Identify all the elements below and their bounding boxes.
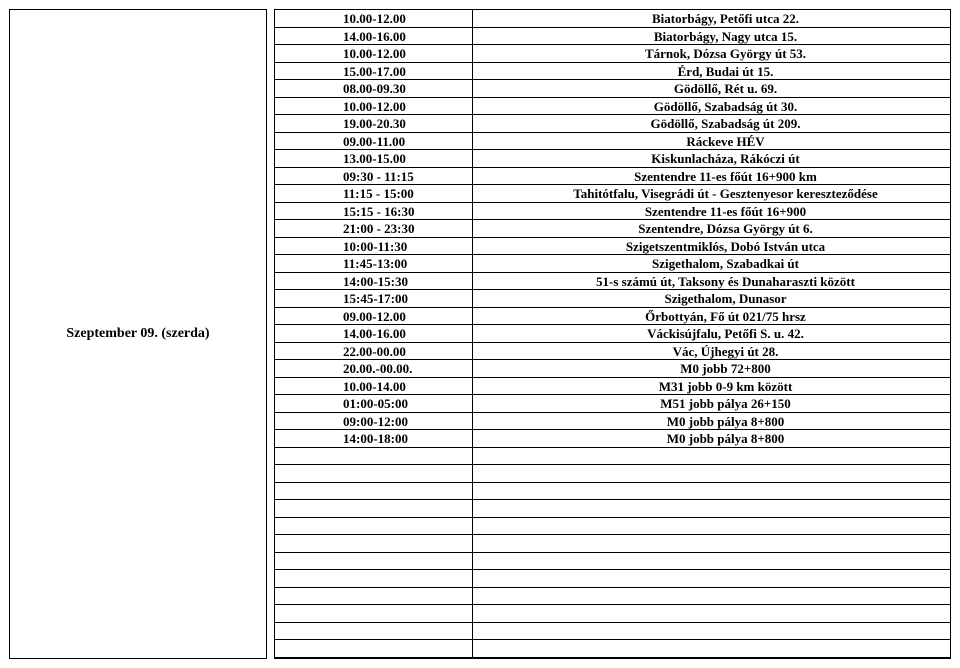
time-cell: 11:45-13:00: [275, 255, 473, 272]
time-cell: 14:00-18:00: [275, 430, 473, 447]
table-row: [275, 623, 950, 641]
table-row: [275, 518, 950, 536]
table-row: [275, 168, 950, 186]
time-cell: 10.00-12.00: [275, 10, 473, 27]
date-label: Szeptember 09. (szerda): [66, 326, 210, 341]
location-cell: [473, 483, 950, 500]
location-cell: Gödöllő, Rét u. 69.: [673, 81, 778, 96]
time-cell: 10.00-12.00: [275, 98, 473, 115]
location-cell: M0 jobb pálya 8+800: [666, 431, 785, 446]
location-cell: [473, 553, 950, 570]
location-cell: [473, 605, 950, 622]
table-row: [275, 255, 950, 273]
location-cell: Szentendre 11-es főút 16+900 km: [634, 168, 817, 184]
location-cell: Biatorbágy, Petőfi utca 22.: [652, 11, 799, 26]
time-cell: 09.00-11.00: [275, 133, 473, 150]
table-row: [275, 80, 950, 98]
schedule-grid: [274, 9, 951, 659]
location-cell: M0 jobb 72+800: [680, 361, 771, 376]
location-cell: [473, 465, 950, 482]
table-row: [275, 640, 950, 658]
time-cell: [275, 623, 473, 640]
time-cell: 14:00-15:30: [275, 273, 473, 290]
location-cell: [473, 518, 950, 535]
table-row: [275, 238, 950, 256]
table-row: [275, 535, 950, 553]
table-row: [275, 28, 950, 46]
time-cell: 10.00-12.00: [275, 45, 473, 62]
time-cell: 21:00 - 23:30: [275, 220, 473, 237]
date-cell: [9, 9, 267, 659]
time-cell: 13.00-15.00: [275, 150, 473, 167]
time-cell: 14.00-16.00: [275, 28, 473, 45]
location-cell: [473, 640, 950, 657]
time-cell: 15.00-17.00: [275, 63, 473, 80]
location-cell: [473, 500, 950, 517]
time-cell: [275, 518, 473, 535]
location-cell: Őrbottyán, Fő út 021/75 hrsz: [645, 308, 806, 324]
time-cell: 09:00-12:00: [275, 413, 473, 430]
table-row: [275, 465, 950, 483]
location-cell: 51-s számú út, Taksony és Dunaharaszti között: [596, 273, 855, 289]
time-cell: [275, 588, 473, 605]
table-row: [275, 185, 950, 203]
time-cell: 19.00-20.30: [275, 115, 473, 132]
location-cell: M31 jobb 0-9 km között: [658, 378, 793, 394]
table-row: [275, 553, 950, 571]
time-cell: [275, 483, 473, 500]
time-cell: [275, 640, 473, 657]
location-cell: M0 jobb pálya 8+800: [666, 413, 785, 429]
location-cell: Gödöllő, Szabadság út 30.: [653, 98, 798, 114]
location-cell: Kiskunlacháza, Rákóczi út: [651, 151, 800, 166]
table-row: [275, 378, 950, 396]
time-cell: 20.00.-00.00.: [275, 360, 473, 377]
location-cell: [473, 448, 950, 465]
time-cell: 15:45-17:00: [275, 290, 473, 307]
location-cell: Szigethalom, Dunasor: [664, 291, 787, 306]
time-cell: [275, 465, 473, 482]
location-cell: [473, 570, 950, 587]
time-cell: [275, 553, 473, 570]
table-row: [275, 45, 950, 63]
time-cell: 09:30 - 11:15: [275, 168, 473, 185]
location-cell: Szigethalom, Szabadkai út: [652, 256, 799, 271]
table-row: [275, 343, 950, 361]
time-cell: 09.00-12.00: [275, 308, 473, 325]
table-row: [275, 150, 950, 168]
table-row: [275, 448, 950, 466]
time-cell: 10.00-14.00: [275, 378, 473, 395]
table-row: [275, 115, 950, 133]
table-row: [275, 203, 950, 221]
table-row: [275, 360, 950, 378]
location-cell: M51 jobb pálya 26+150: [660, 396, 791, 411]
table-row: [275, 63, 950, 81]
table-row: [275, 413, 950, 431]
location-cell: Ráckeve HÉV: [686, 133, 765, 149]
time-cell: 08.00-09.30: [275, 80, 473, 97]
table-row: [275, 570, 950, 588]
time-cell: [275, 605, 473, 622]
table-row: [275, 273, 950, 291]
table-row: [275, 605, 950, 623]
location-cell: [473, 623, 950, 640]
table-row: [275, 483, 950, 501]
table-row: [275, 10, 950, 28]
time-cell: 10:00-11:30: [275, 238, 473, 255]
location-cell: [473, 535, 950, 552]
location-cell: Váckisújfalu, Petőfi S. u. 42.: [647, 326, 804, 341]
table-row: [275, 588, 950, 606]
table-row: [275, 98, 950, 116]
location-cell: Gödöllő, Szabadság út 209.: [650, 116, 801, 131]
location-cell: Szigetszentmiklós, Dobó István utca: [625, 238, 826, 254]
location-cell: Vác, Újhegyi út 28.: [672, 343, 779, 359]
time-cell: 15:15 - 16:30: [275, 203, 473, 220]
table-row: [275, 395, 950, 413]
location-cell: Szentendre, Dózsa György út 6.: [638, 221, 813, 236]
table-row: [275, 133, 950, 151]
time-cell: [275, 448, 473, 465]
location-cell: Tahitótfalu, Visegrádi út - Gesztenyesor kereszteződése: [573, 186, 878, 201]
location-cell: Tárnok, Dózsa György út 53.: [644, 46, 807, 61]
time-cell: [275, 570, 473, 587]
location-cell: [473, 588, 950, 605]
table-row: [275, 220, 950, 238]
time-cell: [275, 500, 473, 517]
time-cell: [275, 535, 473, 552]
location-cell: Biatorbágy, Nagy utca 15.: [653, 28, 798, 44]
table-row: [275, 430, 950, 448]
time-cell: 14.00-16.00: [275, 325, 473, 342]
time-cell: 11:15 - 15:00: [275, 185, 473, 202]
table-row: [275, 325, 950, 343]
time-cell: 22.00-00.00: [275, 343, 473, 360]
time-cell: 01:00-05:00: [275, 395, 473, 412]
table-row: [275, 308, 950, 326]
location-cell: Érd, Budai út 15.: [677, 63, 774, 79]
table-row: [275, 290, 950, 308]
location-cell: Szentendre 11-es főút 16+900: [644, 203, 807, 219]
table-row: [275, 500, 950, 518]
